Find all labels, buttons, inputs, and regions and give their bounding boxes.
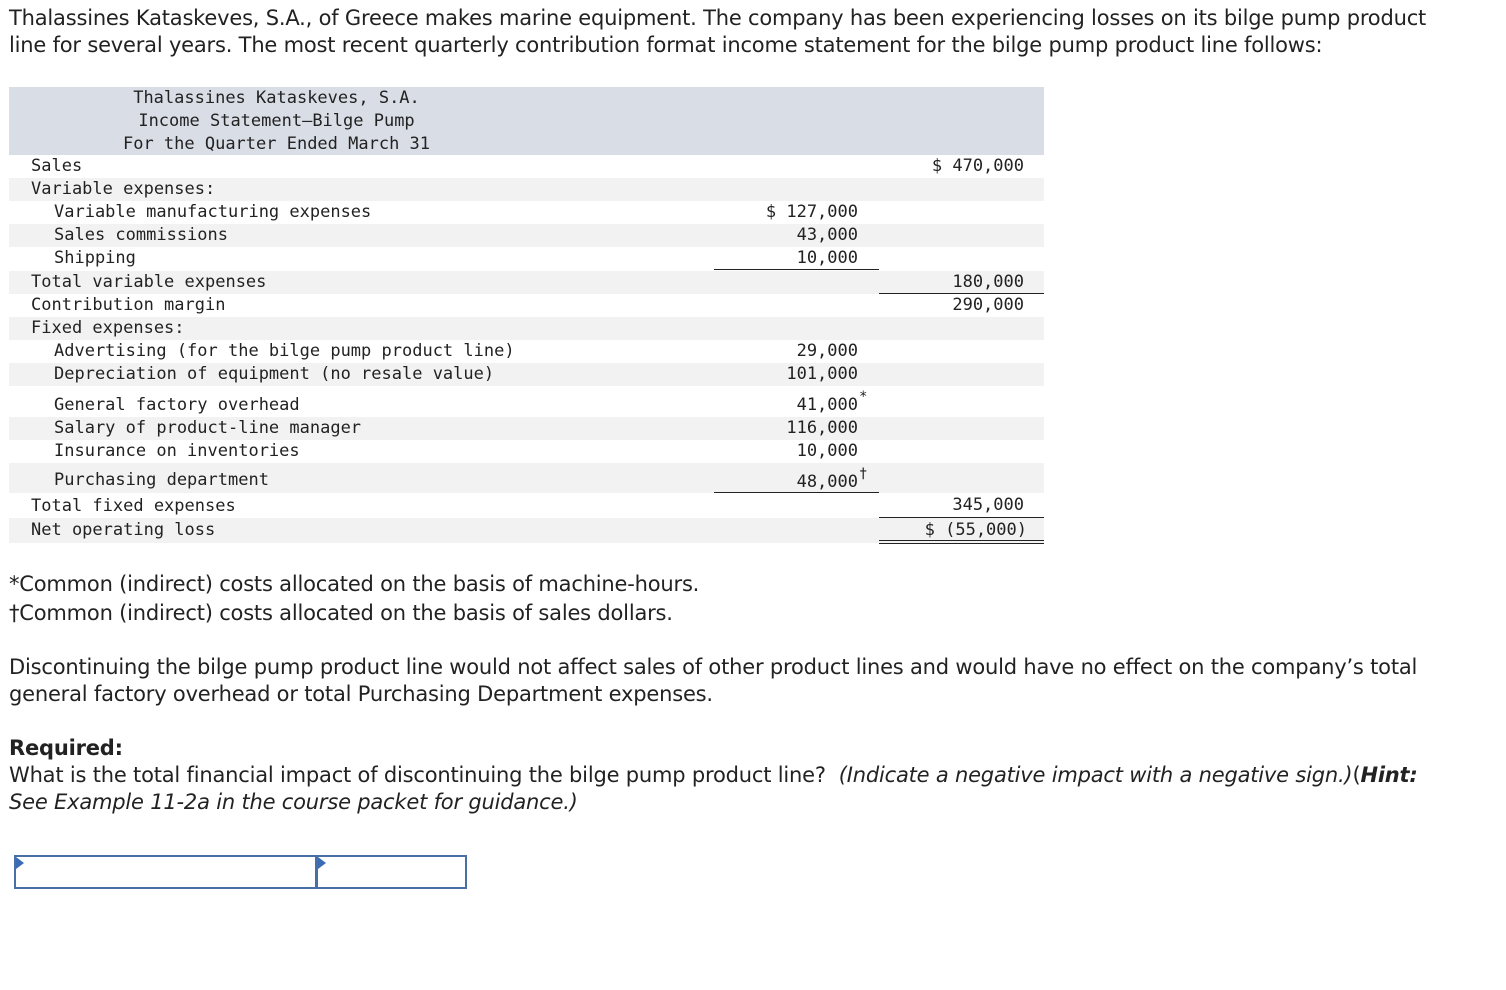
contribution-row	[9, 294, 1044, 317]
variable-item-value: 43,000	[796, 225, 858, 245]
total-fixed-label: Total fixed expenses	[31, 496, 236, 516]
variable-heading: Variable expenses:	[31, 179, 216, 199]
footnotes	[9, 570, 699, 628]
contribution-value: 290,000	[952, 295, 1024, 315]
sales-label: Sales	[31, 156, 83, 176]
answer-table	[14, 855, 467, 889]
subtotal-rule	[714, 269, 879, 270]
company-name: Thalassines Kataskeves, S.A.	[133, 88, 420, 108]
double-rule-top	[879, 540, 1044, 541]
fixed-heading: Fixed expenses:	[31, 318, 185, 338]
net-loss-row	[9, 518, 1044, 543]
statement-header	[9, 87, 1044, 155]
hint-text: See Example 11-2a in the course packet for guidance.)	[9, 790, 578, 814]
required-question	[9, 762, 1449, 816]
double-rule-bottom	[879, 543, 1044, 544]
statement-row	[9, 463, 1044, 493]
discontinue-paragraph: Discontinuing the bilge pump product line would not affect sales of other product lines and would have no effect on the company’s total general factory overhead or total Purchasing Department expenses.	[9, 655, 1418, 706]
dropdown-indicator-icon	[16, 857, 24, 869]
dagger-mark: †	[859, 466, 868, 482]
variable-heading-row	[9, 178, 1044, 201]
fixed-heading-row	[9, 317, 1044, 340]
fixed-item-label: Insurance on inventories	[54, 441, 300, 461]
fixed-item-label: Salary of product-line manager	[54, 418, 362, 438]
income-statement	[9, 87, 1044, 543]
variable-item-label: Sales commissions	[54, 225, 228, 245]
variable-item-value: $ 127,000	[765, 202, 858, 222]
answer-label-cell[interactable]	[16, 857, 318, 887]
answer-amount-cell[interactable]	[318, 857, 465, 887]
fixed-item-label: Purchasing department	[54, 470, 269, 490]
sales-value: $ 470,000	[931, 156, 1024, 176]
total-variable-row	[9, 271, 1044, 294]
footnote-dagger: †Common (indirect) costs allocated on the basis of sales dollars.	[9, 601, 673, 625]
required-title: Required:	[9, 736, 123, 760]
hint-open-paren: (	[1352, 763, 1361, 787]
asterisk-mark: *	[859, 389, 868, 405]
total-variable-value: 180,000	[952, 272, 1024, 292]
fixed-item-label: Depreciation of equipment (no resale value)	[54, 364, 495, 384]
variable-item-label: Variable manufacturing expenses	[54, 202, 372, 222]
statement-row	[9, 247, 1044, 271]
answer-amount-input[interactable]	[318, 857, 465, 887]
total-variable-label: Total variable expenses	[31, 272, 267, 292]
contribution-label: Contribution margin	[31, 295, 226, 315]
statement-row	[9, 417, 1044, 440]
variable-item-value: 10,000	[796, 248, 858, 268]
statement-row	[9, 363, 1044, 386]
fixed-item-label: General factory overhead	[54, 395, 300, 415]
fixed-item-label: Advertising (for the bilge pump product line)	[54, 341, 515, 361]
statement-row	[9, 386, 1044, 417]
answer-label-input[interactable]	[16, 857, 315, 887]
total-fixed-value: 345,000	[952, 495, 1024, 515]
variable-item-label: Shipping	[54, 248, 136, 268]
statement-row	[9, 440, 1044, 463]
total-fixed-row	[9, 493, 1044, 518]
net-loss-label: Net operating loss	[31, 520, 216, 540]
fixed-item-value: 41,000	[796, 395, 858, 415]
statement-row	[9, 340, 1044, 363]
net-loss-value: $ (55,000)	[924, 520, 1027, 540]
question-text: What is the total financial impact of discontinuing the bilge pump product line?	[9, 763, 826, 787]
statement-title: Income Statement—Bilge Pump	[138, 111, 415, 131]
required-section	[9, 735, 1449, 816]
statement-period: For the Quarter Ended March 31	[122, 134, 431, 154]
footnote-asterisk: *Common (indirect) costs allocated on the basis of machine-hours.	[9, 572, 700, 596]
dropdown-indicator-icon	[318, 857, 326, 869]
sales-row	[9, 155, 1044, 178]
hint-label: Hint:	[1360, 763, 1418, 787]
fixed-item-value: 101,000	[786, 364, 858, 384]
fixed-item-value: 116,000	[786, 418, 858, 438]
statement-row	[9, 224, 1044, 247]
instruction-text: (Indicate a negative impact with a negative sign.)	[838, 763, 1353, 787]
fixed-item-value: 29,000	[796, 341, 858, 361]
statement-row	[9, 201, 1044, 224]
fixed-item-value: 10,000	[796, 441, 858, 461]
fixed-item-value: 48,000	[796, 472, 858, 492]
intro-paragraph: Thalassines Kataskeves, S.A., of Greece makes marine equipment. The company has been experiencing losses on its bilge pump product line for several years. The most recent quarterly contribution format income statement for the bilge pump product line follows:	[9, 6, 1427, 57]
